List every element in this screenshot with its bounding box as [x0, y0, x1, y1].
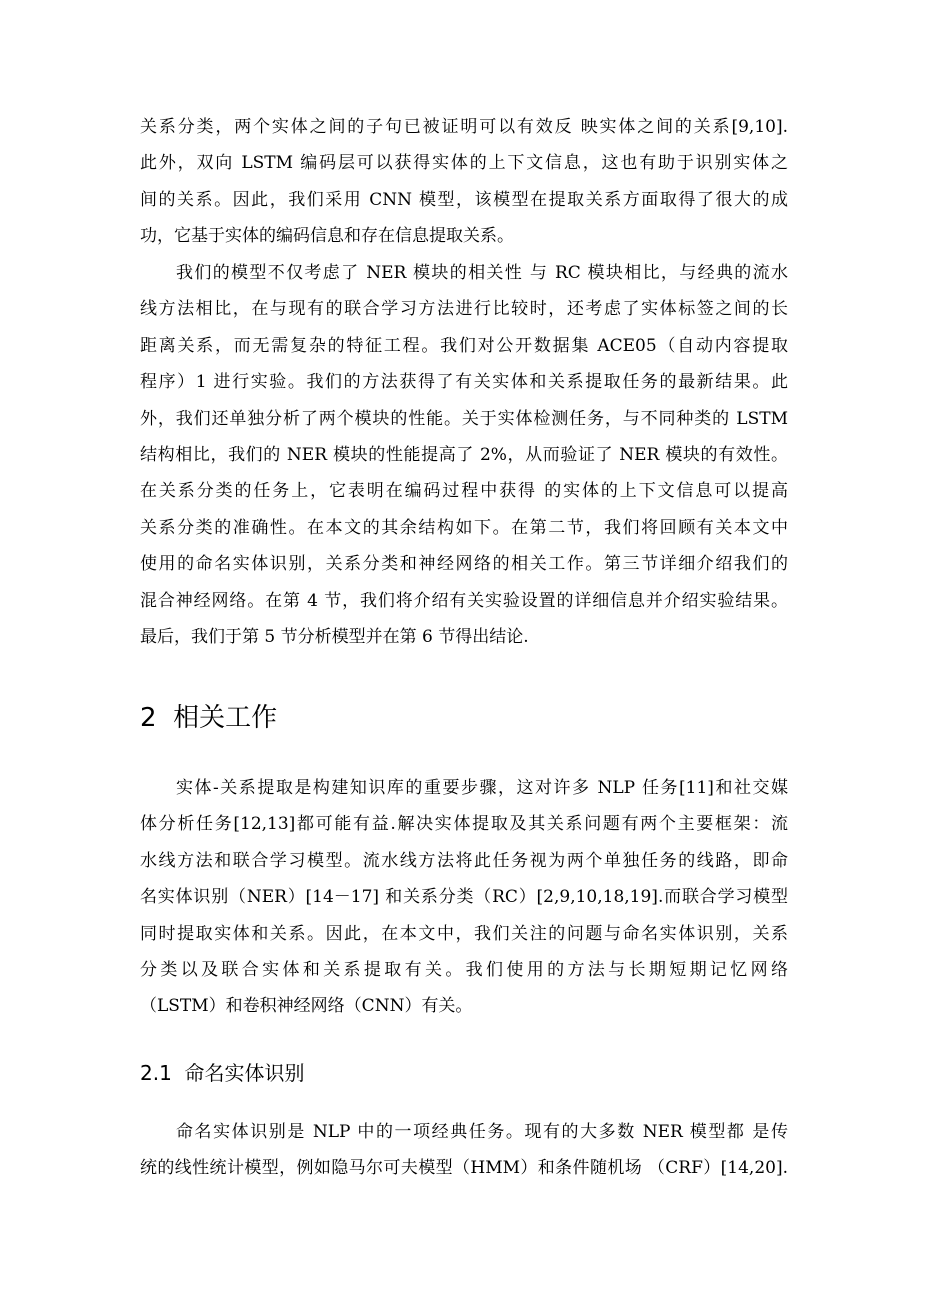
text-line: 结构相比，我们的 NER 模块的性能提高了 2%，从而验证了 NER 模块的有效性。 — [140, 445, 788, 466]
text-line: 关系分类的准确性。在本文的其余结构如下。在第二节，我们将回顾有关本文中 — [140, 517, 788, 538]
text-line: 命名实体识别是 NLP 中的一项经典任务。现有的大多数 NER 模型都 是传 — [176, 1122, 788, 1142]
text-line: 分类以及联合实体和关系提取有关。我们使用的方法与长期短期记忆网络 — [140, 960, 788, 981]
paragraph-1 — [140, 109, 788, 255]
paragraph-3 — [140, 770, 788, 1025]
text-line: 外，我们还单独分析了两个模块的性能。关于实体检测任务，与不同种类的 LSTM — [140, 408, 788, 429]
text-line: 体分析任务[12,13]都可能有益.解决实体提取及其关系问题有两个主要框架：流 — [140, 814, 788, 835]
text-line: 在关系分类的任务上，它表明在编码过程中获得 的实体的上下文信息可以提高 — [140, 481, 788, 502]
text-line: 实体-关系提取是构建知识库的重要步骤，这对许多 NLP 任务[11]和社交媒 — [176, 778, 788, 798]
text-line: 此外，双向 LSTM 编码层可以获得实体的上下文信息，这也有助于识别实体之 — [140, 153, 788, 174]
text-line: 使用的命名实体识别，关系分类和神经网络的相关工作。第三节详细介绍我们的 — [140, 554, 788, 575]
text-line: 混合神经网络。在第 4 节，我们将介绍有关实验设置的详细信息并介绍实验结果。 — [140, 590, 788, 611]
paragraph-4 — [140, 1114, 788, 1187]
text-line: 关系分类，两个实体之间的子句已被证明可以有效反 映实体之间的关系[9,10]. — [140, 117, 788, 137]
section-number: 2.1 — [140, 1061, 172, 1085]
text-line: 同时提取实体和关系。因此，在本文中，我们关注的问题与命名实体识别，关系 — [140, 923, 788, 944]
text-line: 统的线性统计模型，例如隐马尔可夫模型（HMM）和条件随机场 （CRF）[14,20]. — [140, 1158, 788, 1179]
section-number: 2 — [140, 703, 157, 733]
text-line: 水线方法和联合学习模型。流水线方法将此任务视为两个单独任务的线路，即命 — [140, 850, 788, 871]
section-heading-2 — [140, 697, 277, 734]
text-line: 线方法相比，在与现有的联合学习方法进行比较时，还考虑了实体标签之间的长 — [140, 299, 788, 320]
text-line: 间的关系。因此，我们采用 CNN 模型，该模型在提取关系方面取得了很大的成 — [140, 189, 788, 210]
text-line: 距离关系，而无需复杂的特征工程。我们对公开数据集 ACE05（自动内容提取 — [140, 335, 788, 356]
text-line: 功，它基于实体的编码信息和存在信息提取关系。 — [140, 226, 514, 247]
section-title: 相关工作 — [173, 703, 278, 733]
text-line: 程序）1 进行实验。我们的方法获得了有关实体和关系提取任务的最新结果。此 — [140, 372, 788, 393]
section-heading-2-1 — [140, 1057, 305, 1086]
paragraph-2 — [140, 255, 788, 655]
text-line: 我们的模型不仅考虑了 NER 模块的相关性 与 RC 模块相比，与经典的流水 — [176, 263, 788, 283]
text-line: （LSTM）和卷积神经网络（CNN）有关。 — [140, 996, 473, 1017]
section-title: 命名实体识别 — [184, 1061, 305, 1085]
text-line: 名实体识别（NER）[14－17] 和关系分类（RC）[2,9,10,18,19].而联合学习模型 — [140, 887, 788, 908]
text-line: 最后，我们于第 5 节分析模型并在第 6 节得出结论. — [140, 627, 529, 648]
